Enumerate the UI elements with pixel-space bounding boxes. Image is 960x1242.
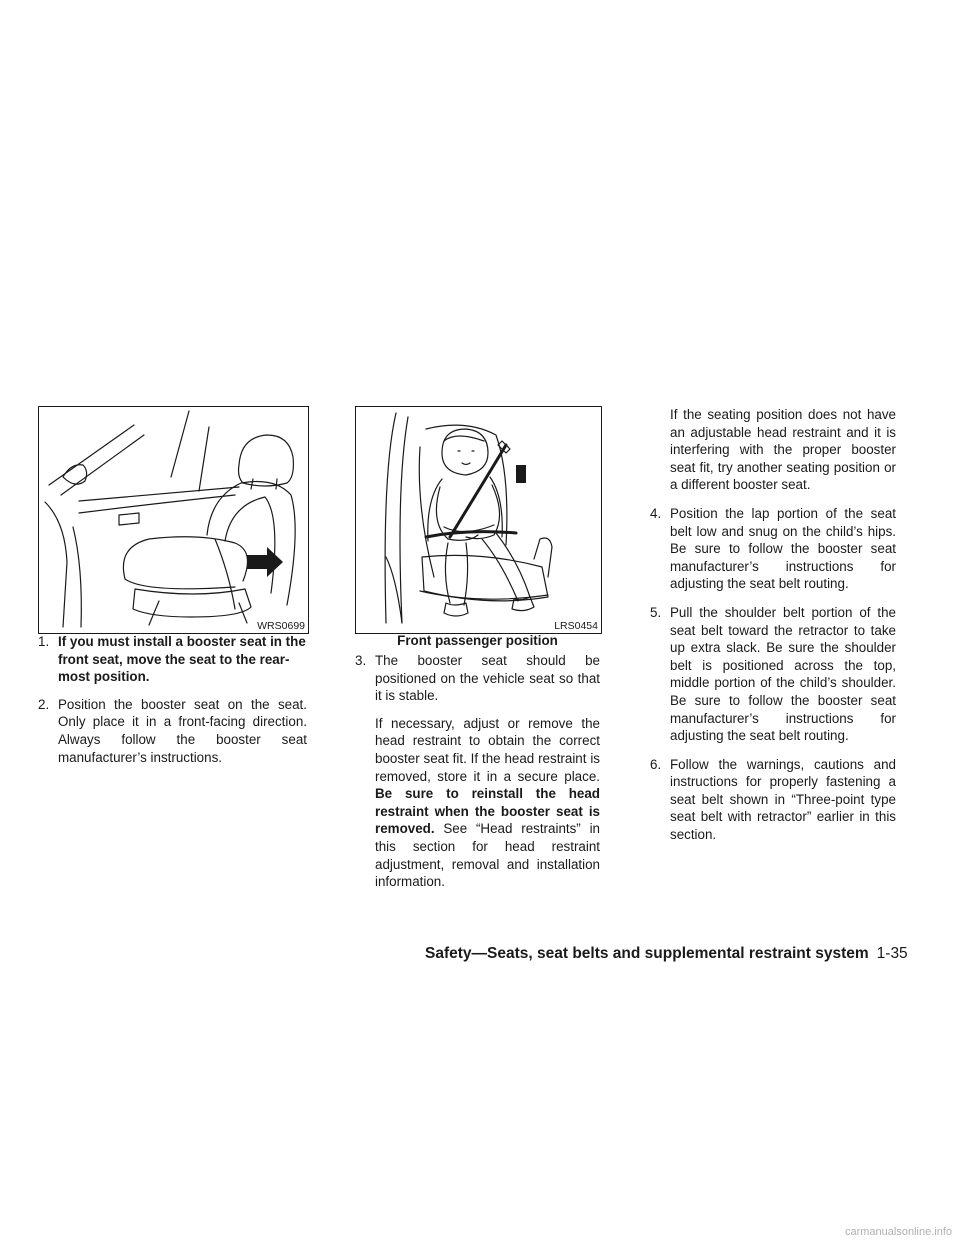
booster-seat-illustration	[356, 407, 601, 633]
paragraph: If the seating position does not have an adjustable head restraint and it is interfering with the proper booster seat fit, try another seating position or a different booster seat.	[670, 407, 896, 493]
item-text: Pull the shoulder belt portion of the seat belt toward the retractor to take up extra slack. Be sure the shoulder belt is positioned across the top, middle portion of the child’s shoulder. Be sure to follow the booster seat manufacturer’s instructions for adjusting the seat belt routing.	[670, 604, 896, 744]
item-number: 5.	[650, 604, 662, 620]
item-text: Position the booster seat on the seat. Only place it in a front-facing direction. Always follow the booster seat manufacturer’s instructions.	[58, 696, 307, 765]
section-title: Safety—Seats, seat belts and supplemental restraint system	[425, 945, 869, 962]
item-number: 3.	[355, 653, 367, 668]
page-number: 1-35	[876, 945, 908, 962]
item-text: Follow the warnings, cautions and instructions for properly fastening a seat belt shown in “Three-point type seat belt with retractor” earlier in this section.	[670, 756, 896, 843]
figure-booster-seat	[355, 406, 602, 634]
column-1	[38, 633, 307, 773]
list-item	[355, 652, 600, 705]
item-number: 1.	[38, 634, 50, 649]
page-footer	[425, 945, 908, 963]
column-2	[355, 652, 600, 898]
column-3	[650, 406, 896, 851]
figure-seat-rear-position	[38, 406, 309, 634]
list-item	[650, 604, 896, 745]
figure-code: WRS0699	[257, 620, 305, 632]
item-text: If you must install a booster seat in the front seat, move the seat to the rear-most position.	[58, 634, 306, 685]
item-number: 6.	[650, 756, 662, 772]
item-text: Position the lap portion of the seat belt low and snug on the child’s hips. Be sure to follow the booster seat manufacturer’s instructions for adjusting the seat belt routing.	[670, 505, 896, 592]
item-number: 2.	[38, 696, 50, 712]
figure-caption: Front passenger position	[397, 633, 558, 648]
seat-illustration	[39, 407, 308, 633]
paragraph	[375, 715, 600, 891]
item-text: The booster seat should be positioned on the vehicle seat so that it is stable.	[375, 653, 600, 704]
paragraph-bold-text: Be sure to reinstall the head restraint when the booster seat is removed.	[375, 786, 600, 837]
list-item	[650, 505, 896, 593]
paragraph-text: See “Head restraints” in this section for head restraint adjustment, removal and installation information.	[375, 821, 600, 890]
watermark: carmanualsonline.info	[844, 1226, 952, 1238]
figure-code: LRS0454	[554, 620, 598, 632]
item-number: 4.	[650, 505, 662, 521]
paragraph-text: If necessary, adjust or remove the head restraint to obtain the correct booster seat fit. If the head restraint is removed, store it in a secure place.	[375, 715, 600, 784]
list-item	[650, 756, 896, 844]
list-item	[38, 633, 307, 686]
list-item	[38, 696, 307, 766]
